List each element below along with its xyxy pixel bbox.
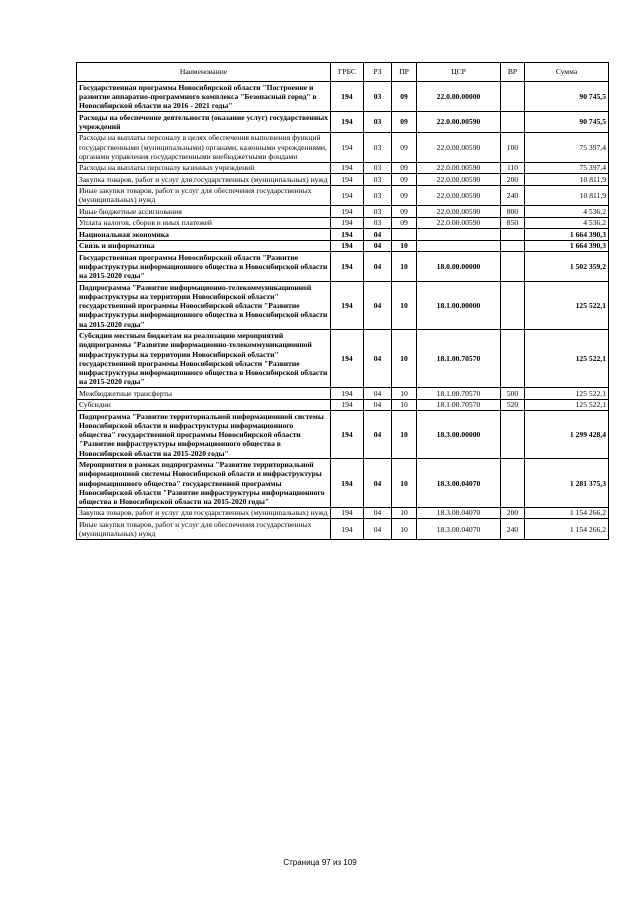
cell-grbs: 194	[331, 399, 364, 410]
cell-sum: 125 522,1	[525, 330, 609, 388]
cell-csr: 22.0.00.00590	[417, 174, 501, 185]
cell-pr: 10	[392, 330, 417, 388]
cell-csr: 18.3.00.04070	[417, 507, 501, 518]
table-header-row	[77, 63, 609, 82]
header-csr: ЦСР	[417, 63, 501, 82]
cell-vr	[501, 411, 525, 459]
table-body	[77, 82, 609, 540]
cell-csr: 18.1.00.70570	[417, 388, 501, 399]
cell-sum: 125 522,1	[525, 399, 609, 410]
table-row	[77, 399, 609, 410]
cell-sum: 1 299 428,4	[525, 411, 609, 459]
cell-pr: 10	[392, 282, 417, 330]
cell-name: Национальная экономика	[77, 229, 331, 240]
cell-pr: 10	[392, 388, 417, 399]
cell-sum: 90 745,5	[525, 82, 609, 112]
header-vr: ВР	[501, 63, 525, 82]
cell-sum: 75 397,4	[525, 132, 609, 162]
cell-sum: 1 502 359,2	[525, 252, 609, 282]
cell-csr: 22.0.00.00590	[417, 132, 501, 162]
cell-csr: 18.3.00.04070	[417, 459, 501, 507]
cell-rz: 04	[364, 507, 392, 518]
cell-rz: 04	[364, 399, 392, 410]
cell-vr: 200	[501, 507, 525, 518]
cell-sum: 125 522,1	[525, 388, 609, 399]
table-row	[77, 252, 609, 282]
cell-name: Расходы на обеспечение деятельности (оказание услуг) государственных учреждений	[77, 112, 331, 133]
cell-sum: 1 154 266,2	[525, 507, 609, 518]
table-row	[77, 174, 609, 185]
cell-vr	[501, 459, 525, 507]
cell-csr: 22.0.00.00590	[417, 162, 501, 173]
cell-rz: 04	[364, 411, 392, 459]
cell-csr: 22.0.00.00590	[417, 217, 501, 228]
table-row	[77, 507, 609, 518]
cell-vr	[501, 240, 525, 251]
table-row	[77, 217, 609, 228]
cell-grbs: 194	[331, 229, 364, 240]
cell-csr: 22.0.00.00590	[417, 185, 501, 206]
table-row	[77, 229, 609, 240]
cell-sum: 4 536,2	[525, 206, 609, 217]
cell-grbs: 194	[331, 252, 364, 282]
cell-grbs: 194	[331, 282, 364, 330]
cell-sum: 125 522,1	[525, 282, 609, 330]
cell-vr: 240	[501, 185, 525, 206]
cell-csr: 18.1.00.70570	[417, 399, 501, 410]
cell-grbs: 194	[331, 174, 364, 185]
cell-name: Иные бюджетные ассигнования	[77, 206, 331, 217]
cell-pr: 09	[392, 112, 417, 133]
cell-rz: 04	[364, 388, 392, 399]
cell-grbs: 194	[331, 330, 364, 388]
cell-rz: 03	[364, 206, 392, 217]
cell-name: Подпрограмма "Развитие территориальной информационной системы Новосибирской области и инфраструктуры информационного общества" государственной программы Новосибирской области "Развитие инфраструктуры информационного общества в Новосибирской области на 2015-2020 годы"	[77, 411, 331, 459]
cell-rz: 03	[364, 185, 392, 206]
cell-csr: 18.0.00.00000	[417, 252, 501, 282]
page-number: Страница 97 из 109	[283, 858, 357, 867]
cell-csr: 18.3.00.00000	[417, 411, 501, 459]
cell-name: Государственная программа Новосибирской области "Развитие инфраструктуры информационного общества в Новосибирской области на 2015-2020 годы"	[77, 252, 331, 282]
cell-grbs: 194	[331, 388, 364, 399]
header-rz: РЗ	[364, 63, 392, 82]
cell-vr	[501, 282, 525, 330]
cell-rz: 03	[364, 174, 392, 185]
table-row	[77, 282, 609, 330]
cell-name: Иные закупки товаров, работ и услуг для обеспечения государственных (муниципальных) нужд	[77, 185, 331, 206]
cell-rz: 04	[364, 229, 392, 240]
cell-name: Государственная программа Новосибирской области "Построение и развитие аппаратно-программного комплекса "Безопасный город" в Новосибирской области на 2016 - 2021 годы"	[77, 82, 331, 112]
cell-name: Межбюджетные трансферты	[77, 388, 331, 399]
cell-pr: 09	[392, 217, 417, 228]
cell-vr: 800	[501, 206, 525, 217]
cell-name: Субсидии	[77, 399, 331, 410]
cell-pr: 10	[392, 252, 417, 282]
cell-vr	[501, 252, 525, 282]
cell-rz: 04	[364, 252, 392, 282]
cell-vr	[501, 330, 525, 388]
cell-grbs: 194	[331, 162, 364, 173]
cell-rz: 04	[364, 330, 392, 388]
cell-pr: 09	[392, 185, 417, 206]
cell-name: Мероприятия в рамках подпрограммы "Развитие территориальной информационной системы Новосибирской области и инфраструктуры информационного общества" государственной программы Новосибирской области "Развитие инфраструктуры информационного общества в Новосибирской области на 2015-2020 годы"	[77, 459, 331, 507]
cell-csr	[417, 229, 501, 240]
cell-name: Расходы на выплаты персоналу в целях обеспечения выполнения функций государственными (муниципальными) органами, казенными учреждениями, органами управления государственными внебюджетными фондами	[77, 132, 331, 162]
cell-csr: 22.0.00.00590	[417, 206, 501, 217]
cell-csr: 18.3.00.04070	[417, 519, 501, 540]
cell-vr: 110	[501, 162, 525, 173]
table-row	[77, 132, 609, 162]
cell-csr	[417, 240, 501, 251]
cell-csr: 22.0.00.00590	[417, 112, 501, 133]
cell-sum: 90 745,5	[525, 112, 609, 133]
cell-name: Иные закупки товаров, работ и услуг для обеспечения государственных (муниципальных) нужд	[77, 519, 331, 540]
cell-grbs: 194	[331, 507, 364, 518]
cell-vr: 500	[501, 388, 525, 399]
cell-csr: 18.1.00.00000	[417, 282, 501, 330]
cell-name: Расходы на выплаты персоналу казенных учреждений	[77, 162, 331, 173]
cell-grbs: 194	[331, 132, 364, 162]
cell-vr	[501, 112, 525, 133]
table-row	[77, 459, 609, 507]
cell-sum: 1 664 390,3	[525, 229, 609, 240]
cell-sum: 1 664 390,3	[525, 240, 609, 251]
cell-grbs: 194	[331, 459, 364, 507]
cell-pr: 09	[392, 162, 417, 173]
budget-table	[76, 62, 609, 540]
header-grbs: ГРБС	[331, 63, 364, 82]
table-row	[77, 185, 609, 206]
cell-csr: 22.0.00.00000	[417, 82, 501, 112]
cell-rz: 04	[364, 519, 392, 540]
cell-pr: 09	[392, 206, 417, 217]
cell-vr: 240	[501, 519, 525, 540]
cell-rz: 03	[364, 217, 392, 228]
cell-sum: 10 811,9	[525, 185, 609, 206]
cell-rz: 04	[364, 240, 392, 251]
cell-pr	[392, 229, 417, 240]
cell-vr	[501, 82, 525, 112]
table-row	[77, 112, 609, 133]
cell-pr: 09	[392, 132, 417, 162]
cell-grbs: 194	[331, 519, 364, 540]
cell-rz: 04	[364, 459, 392, 507]
table-row	[77, 388, 609, 399]
cell-grbs: 194	[331, 411, 364, 459]
table-row	[77, 411, 609, 459]
cell-name: Субсидии местным бюджетам на реализацию мероприятий подпрограммы "Развитие информационно-телекоммуникационной инфраструктуры на территории Новосибирской области" государственной программы Новосибирской области "Развитие инфраструктуры информационного общества в Новосибирской области на 2015-2020 годы"	[77, 330, 331, 388]
table-row	[77, 82, 609, 112]
cell-vr: 200	[501, 174, 525, 185]
cell-name: Связь и информатика	[77, 240, 331, 251]
cell-sum: 1 281 375,3	[525, 459, 609, 507]
cell-name: Закупка товаров, работ и услуг для государственных (муниципальных) нужд	[77, 507, 331, 518]
cell-pr: 10	[392, 411, 417, 459]
cell-rz: 03	[364, 82, 392, 112]
table-row	[77, 330, 609, 388]
header-name: Наименование	[77, 63, 331, 82]
table-row	[77, 162, 609, 173]
cell-grbs: 194	[331, 240, 364, 251]
cell-rz: 03	[364, 132, 392, 162]
cell-vr	[501, 229, 525, 240]
cell-grbs: 194	[331, 217, 364, 228]
cell-name: Подпрограмма "Развитие информационно-телекоммуникационной инфраструктуры на территории Новосибирской области" государственной программы Новосибирской области "Развитие инфраструктуры информационного общества в Новосибирской области на 2015-2020 годы"	[77, 282, 331, 330]
cell-rz: 03	[364, 162, 392, 173]
table-row	[77, 206, 609, 217]
cell-rz: 04	[364, 282, 392, 330]
cell-csr: 18.1.00.70570	[417, 330, 501, 388]
cell-grbs: 194	[331, 112, 364, 133]
cell-pr: 10	[392, 507, 417, 518]
header-pr: ПР	[392, 63, 417, 82]
cell-pr: 09	[392, 82, 417, 112]
cell-name: Закупка товаров, работ и услуг для государственных (муниципальных) нужд	[77, 174, 331, 185]
cell-pr: 10	[392, 240, 417, 251]
cell-pr: 10	[392, 399, 417, 410]
cell-sum: 10 811,9	[525, 174, 609, 185]
cell-rz: 03	[364, 112, 392, 133]
cell-vr: 520	[501, 399, 525, 410]
cell-pr: 10	[392, 459, 417, 507]
cell-pr: 10	[392, 519, 417, 540]
cell-grbs: 194	[331, 206, 364, 217]
table-row	[77, 240, 609, 251]
cell-name: Уплата налогов, сборов и иных платежей	[77, 217, 331, 228]
cell-vr: 850	[501, 217, 525, 228]
cell-grbs: 194	[331, 82, 364, 112]
cell-grbs: 194	[331, 185, 364, 206]
cell-pr: 09	[392, 174, 417, 185]
table-row	[77, 519, 609, 540]
cell-vr: 100	[501, 132, 525, 162]
cell-sum: 75 397,4	[525, 162, 609, 173]
header-sum: Сумма	[525, 63, 609, 82]
cell-sum: 4 536,2	[525, 217, 609, 228]
cell-sum: 1 154 266,2	[525, 519, 609, 540]
